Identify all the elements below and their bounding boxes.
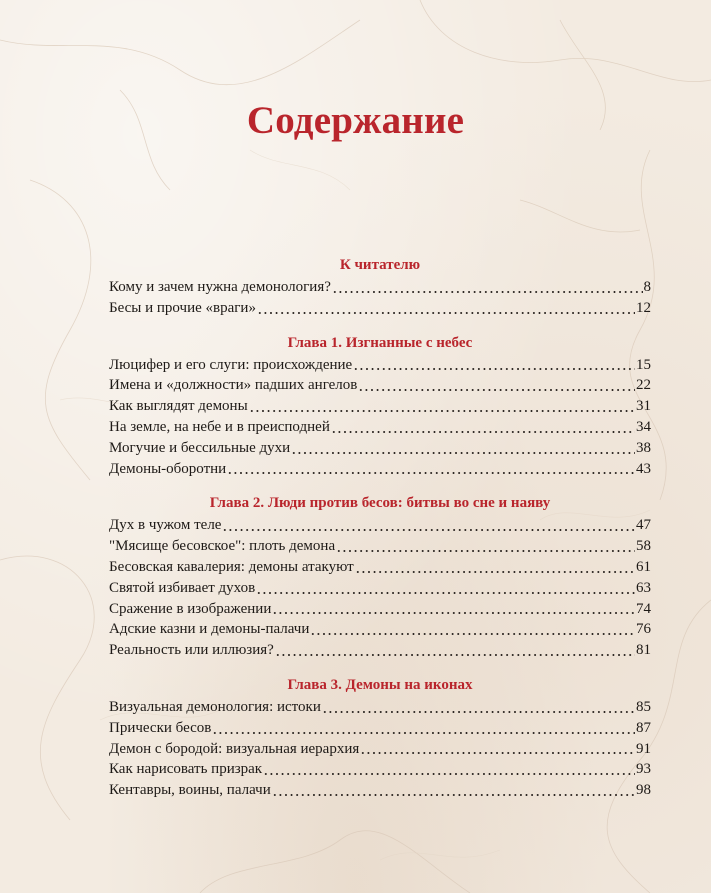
entry-page-number: 12 — [636, 299, 651, 316]
entry-title: "Мясище бесовское": плоть демона — [109, 538, 336, 555]
toc-entry[interactable] — [109, 759, 651, 780]
entry-page-number: 74 — [636, 600, 651, 617]
toc-entry[interactable] — [109, 438, 651, 459]
dot-leader — [272, 789, 635, 801]
toc-section — [109, 493, 651, 661]
dot-leader — [249, 405, 635, 417]
entry-title: Люцифер и его слуги: происхождение — [109, 356, 353, 373]
entry-page-number: 93 — [636, 761, 651, 778]
dot-leader — [272, 607, 635, 619]
section-heading: К читателю — [339, 257, 421, 273]
dot-leader — [257, 307, 635, 319]
toc-entry[interactable] — [109, 640, 651, 661]
entry-page-number: 43 — [636, 460, 651, 477]
entry-title: Святой избивает духов — [109, 579, 256, 596]
toc-entry[interactable] — [109, 619, 651, 640]
page-title: Содержание — [246, 99, 465, 142]
entry-page-number: 87 — [636, 719, 651, 736]
section-heading: Глава 3. Демоны на иконах — [287, 676, 473, 693]
entry-page-number: 85 — [636, 698, 651, 715]
entry-title: Демон с бородой: визуальная иерархия — [109, 740, 360, 757]
toc-entry[interactable] — [109, 375, 651, 396]
toc-entry[interactable] — [109, 718, 651, 739]
toc-entry[interactable] — [109, 780, 651, 801]
entry-title: Реальность или иллюзия? — [109, 642, 274, 659]
entry-page-number: 98 — [636, 782, 651, 799]
entry-page-number: 34 — [636, 418, 651, 435]
dot-leader — [263, 768, 635, 780]
entry-title: Демоны-оборотни — [109, 460, 227, 477]
entry-page-number: 31 — [636, 398, 651, 415]
entry-title: Кому и зачем нужна демонология? — [109, 279, 331, 295]
entry-title: Бесы и прочие «враги» — [109, 299, 256, 316]
toc-entry[interactable] — [109, 459, 651, 480]
entry-page-number: 15 — [636, 356, 651, 373]
entry-title: Сражение в изображении — [109, 600, 272, 617]
dot-leader — [355, 566, 635, 578]
toc-entry[interactable] — [109, 599, 651, 620]
entry-title: Как выглядят демоны — [109, 398, 248, 415]
dot-leader — [222, 524, 635, 536]
toc-entry[interactable] — [109, 355, 651, 376]
toc-entry[interactable] — [109, 536, 651, 557]
dot-leader — [291, 447, 635, 459]
entry-page-number: 81 — [636, 642, 651, 659]
entry-page-number: 76 — [636, 621, 651, 638]
dot-leader — [212, 727, 635, 739]
table-of-contents — [109, 255, 651, 815]
entry-title: Адские казни и демоны-палачи — [109, 621, 310, 638]
entry-page-number: 61 — [636, 558, 651, 575]
entry-page-number: 47 — [636, 517, 651, 534]
entry-title: Прически бесов — [109, 719, 212, 736]
toc-entry[interactable] — [109, 396, 651, 417]
entry-title: Как нарисовать призрак — [109, 761, 263, 778]
entry-page-number: 22 — [636, 377, 651, 394]
entry-page-number: 8 — [643, 279, 651, 295]
entry-page-number: 38 — [636, 439, 651, 456]
toc-section — [109, 333, 651, 480]
entry-title: Кентавры, воины, палачи — [109, 782, 271, 799]
toc-entry[interactable] — [109, 277, 651, 298]
section-heading: Глава 2. Люди против бесов: битвы во сне и наяву — [209, 495, 551, 512]
toc-entry[interactable] — [109, 298, 651, 319]
dot-leader — [358, 384, 635, 396]
dot-leader — [360, 747, 635, 759]
entry-page-number: 58 — [636, 538, 651, 555]
dot-leader — [275, 649, 635, 661]
entry-title: Бесовская кавалерия: демоны атакуют — [109, 558, 354, 575]
entry-title: Визуальная демонология: истоки — [109, 698, 321, 715]
toc-entry[interactable] — [109, 557, 651, 578]
entry-page-number: 63 — [636, 579, 651, 596]
dot-leader — [331, 426, 635, 438]
toc-section — [109, 255, 651, 319]
entry-title: Имена и «должности» падших ангелов — [109, 377, 358, 394]
toc-entry[interactable] — [109, 578, 651, 599]
dot-leader — [322, 706, 635, 718]
toc-entry[interactable] — [109, 515, 651, 536]
dot-leader — [336, 545, 635, 557]
toc-entry[interactable] — [109, 739, 651, 760]
dot-leader — [227, 467, 635, 479]
entry-title: Дух в чужом теле — [109, 517, 222, 534]
toc-section — [109, 675, 651, 801]
section-heading: Глава 1. Изгнанные с небес — [287, 334, 473, 351]
toc-entry[interactable] — [109, 417, 651, 438]
dot-leader — [353, 363, 635, 375]
dot-leader — [332, 286, 643, 298]
entry-page-number: 91 — [636, 740, 651, 757]
toc-entry[interactable] — [109, 697, 651, 718]
dot-leader — [310, 628, 635, 640]
dot-leader — [256, 587, 635, 599]
entry-title: Могучие и бессильные духи — [109, 439, 291, 456]
entry-title: На земле, на небе и в преисподней — [109, 418, 330, 435]
